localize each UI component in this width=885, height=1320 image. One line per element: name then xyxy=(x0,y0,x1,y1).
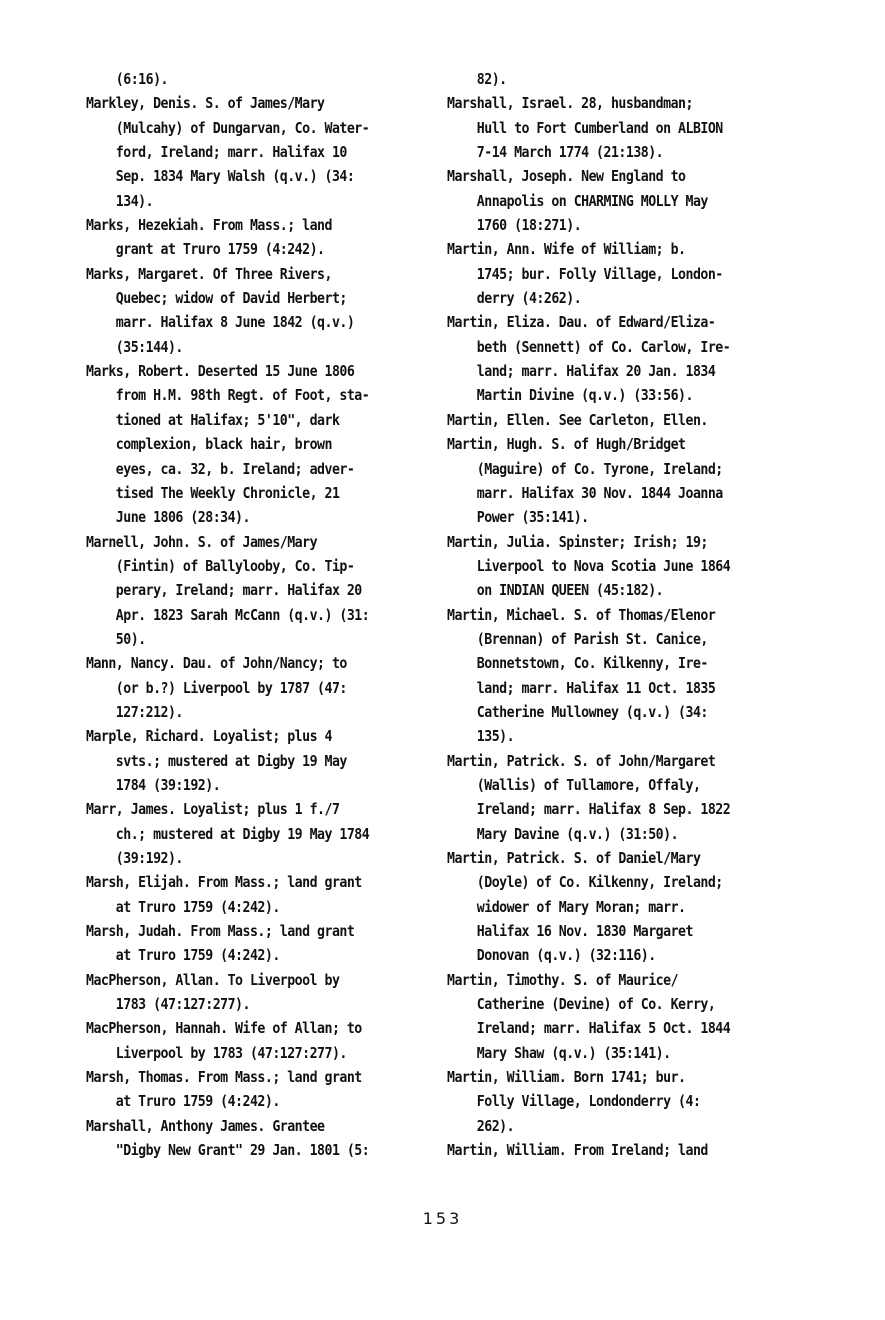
text-line: land; marr. Halifax 20 Jan. 1834 xyxy=(447,362,716,381)
text-line: (39:192). xyxy=(86,849,183,867)
text-line: Mann, Nancy. Dau. of John/Nancy; to xyxy=(86,654,347,673)
text-line: (Maguire) of Co. Tyrone, Ireland; xyxy=(447,459,723,478)
text-line: Mary Shaw (q.v.) (35:141). xyxy=(447,1043,671,1062)
text-line: Apr. 1823 Sarah McCann (q.v.) (31: xyxy=(86,605,370,624)
text-line: land; marr. Halifax 11 Oct. 1835 xyxy=(447,678,716,697)
text-line: 1760 (18:271). xyxy=(447,216,582,235)
text-line: complexion, black hair, brown xyxy=(86,435,332,454)
text-line: Martin, Ann. Wife of William; b. xyxy=(447,240,686,259)
text-line: from H.M. 98th Regt. of Foot, sta- xyxy=(86,386,370,405)
text-line: Bonnetstown, Co. Kilkenny, Ire- xyxy=(447,654,708,673)
text-line: 1784 (39:192). xyxy=(86,775,221,794)
text-line: ford, Ireland; marr. Halifax 10 xyxy=(86,143,347,162)
text-line: on INDIAN QUEEN (45:182). xyxy=(447,581,664,600)
text-line: eyes, ca. 32, b. Ireland; adver- xyxy=(86,459,355,478)
text-line: Catherine (Devine) of Co. Kerry, xyxy=(447,995,716,1014)
text-line: Halifax 16 Nov. 1830 Margaret xyxy=(447,922,693,941)
text-line: Folly Village, Londonderry (4: xyxy=(447,1092,701,1111)
text-line: Marshall, Israel. 28, husbandman; xyxy=(447,94,693,113)
left-column xyxy=(86,67,428,1162)
text-line: Annapolis on CHARMING MOLLY May xyxy=(447,191,708,210)
text-line: Marks, Hezekiah. From Mass.; land xyxy=(86,216,332,235)
text-line: (Wallis) of Tullamore, Offaly, xyxy=(447,775,701,794)
text-line: (Mulcahy) of Dungarvan, Co. Water- xyxy=(86,118,370,137)
text-line: Martin Divine (q.v.) (33:56). xyxy=(447,386,693,405)
text-line: MacPherson, Hannah. Wife of Allan; to xyxy=(86,1019,362,1038)
right-column xyxy=(447,67,789,1162)
text-line: Sep. 1834 Mary Walsh (q.v.) (34: xyxy=(86,167,355,186)
text-line: 1783 (47:127:277). xyxy=(86,995,250,1014)
text-line: 7-14 March 1774 (21:138). xyxy=(447,143,664,162)
text-line: 134). xyxy=(86,191,154,210)
text-line: derry (4:262). xyxy=(447,289,582,308)
text-line: Hull to Fort Cumberland on ALBION xyxy=(447,118,723,137)
text-line: Martin, Patrick. S. of Daniel/Mary xyxy=(447,849,701,867)
text-line: Marple, Richard. Loyalist; plus 4 xyxy=(86,727,332,746)
text-line: "Digby New Grant" 29 Jan. 1801 (5: xyxy=(86,1141,370,1160)
text-line: tised The Weekly Chronicle, 21 xyxy=(86,483,340,502)
text-line: tioned at Halifax; 5'10", dark xyxy=(86,410,340,429)
text-line: Catherine Mullowney (q.v.) (34: xyxy=(447,702,708,721)
page-number: 153 xyxy=(422,1209,463,1228)
text-line: Martin, William. From Ireland; land xyxy=(447,1141,708,1160)
text-line: (6:16). xyxy=(86,70,168,88)
text-line: (Fintin) of Ballylooby, Co. Tip- xyxy=(86,556,355,575)
text-line: Markley, Denis. S. of James/Mary xyxy=(86,94,325,113)
text-line: 82). xyxy=(447,70,507,88)
text-line: Power (35:141). xyxy=(447,508,589,527)
text-line: Liverpool by 1783 (47:127:277). xyxy=(86,1043,347,1062)
text-line: widower of Mary Moran; marr. xyxy=(447,897,686,916)
text-line: Marshall, Anthony James. Grantee xyxy=(86,1116,325,1135)
text-line: Quebec; widow of David Herbert; xyxy=(86,289,347,308)
text-line: perary, Ireland; marr. Halifax 20 xyxy=(86,581,362,600)
text-line: Martin, Julia. Spinster; Irish; 19; xyxy=(447,532,708,551)
text-line: marr. Halifax 30 Nov. 1844 Joanna xyxy=(447,483,723,502)
text-line: Donovan (q.v.) (32:116). xyxy=(447,946,656,965)
text-line: 135). xyxy=(447,727,515,746)
text-line: grant at Truro 1759 (4:242). xyxy=(86,240,325,259)
text-line: Marshall, Joseph. New England to xyxy=(447,167,686,186)
text-line: Ireland; marr. Halifax 5 Oct. 1844 xyxy=(447,1019,731,1038)
text-line: Marnell, John. S. of James/Mary xyxy=(86,532,318,551)
text-line: Martin, Hugh. S. of Hugh/Bridget xyxy=(447,435,686,454)
text-line: Liverpool to Nova Scotia June 1864 xyxy=(447,556,731,575)
text-line: svts.; mustered at Digby 19 May xyxy=(86,751,347,770)
text-line: Marr, James. Loyalist; plus 1 f./7 xyxy=(86,800,340,819)
text-line: Marks, Robert. Deserted 15 June 1806 xyxy=(86,362,355,381)
text-line: ch.; mustered at Digby 19 May 1784 xyxy=(86,824,370,843)
text-line: at Truro 1759 (4:242). xyxy=(86,897,280,916)
text-line: Marks, Margaret. Of Three Rivers, xyxy=(86,264,332,283)
text-line: Marsh, Thomas. From Mass.; land grant xyxy=(86,1068,362,1087)
text-line: marr. Halifax 8 June 1842 (q.v.) xyxy=(86,313,355,332)
text-line: beth (Sennett) of Co. Carlow, Ire- xyxy=(447,337,731,356)
text-line: 127:212). xyxy=(86,702,183,721)
text-line: (Brennan) of Parish St. Canice, xyxy=(447,629,708,648)
text-line: at Truro 1759 (4:242). xyxy=(86,946,280,965)
text-line: Martin, Eliza. Dau. of Edward/Eliza- xyxy=(447,313,716,332)
text-line: Martin, Patrick. S. of John/Margaret xyxy=(447,751,716,770)
text-line: at Truro 1759 (4:242). xyxy=(86,1092,280,1111)
text-line: (35:144). xyxy=(86,337,183,356)
text-line: Marsh, Judah. From Mass.; land grant xyxy=(86,922,355,941)
text-line: Martin, Ellen. See Carleton, Ellen. xyxy=(447,410,708,429)
text-line: Mary Davine (q.v.) (31:50). xyxy=(447,824,679,843)
text-line: Martin, Michael. S. of Thomas/Elenor xyxy=(447,605,716,624)
text-line: Martin, Timothy. S. of Maurice/ xyxy=(447,970,679,989)
text-line: Martin, William. Born 1741; bur. xyxy=(447,1068,686,1087)
text-line: MacPherson, Allan. To Liverpool by xyxy=(86,970,340,989)
text-line: (or b.?) Liverpool by 1787 (47: xyxy=(86,678,347,697)
text-line: June 1806 (28:34). xyxy=(86,508,250,527)
text-line: (Doyle) of Co. Kilkenny, Ireland; xyxy=(447,873,723,892)
text-line: 1745; bur. Folly Village, London- xyxy=(447,264,723,283)
text-line: Marsh, Elijah. From Mass.; land grant xyxy=(86,873,362,892)
text-line: 262). xyxy=(447,1116,515,1135)
text-line: Ireland; marr. Halifax 8 Sep. 1822 xyxy=(447,800,731,819)
text-line: 50). xyxy=(86,629,146,648)
